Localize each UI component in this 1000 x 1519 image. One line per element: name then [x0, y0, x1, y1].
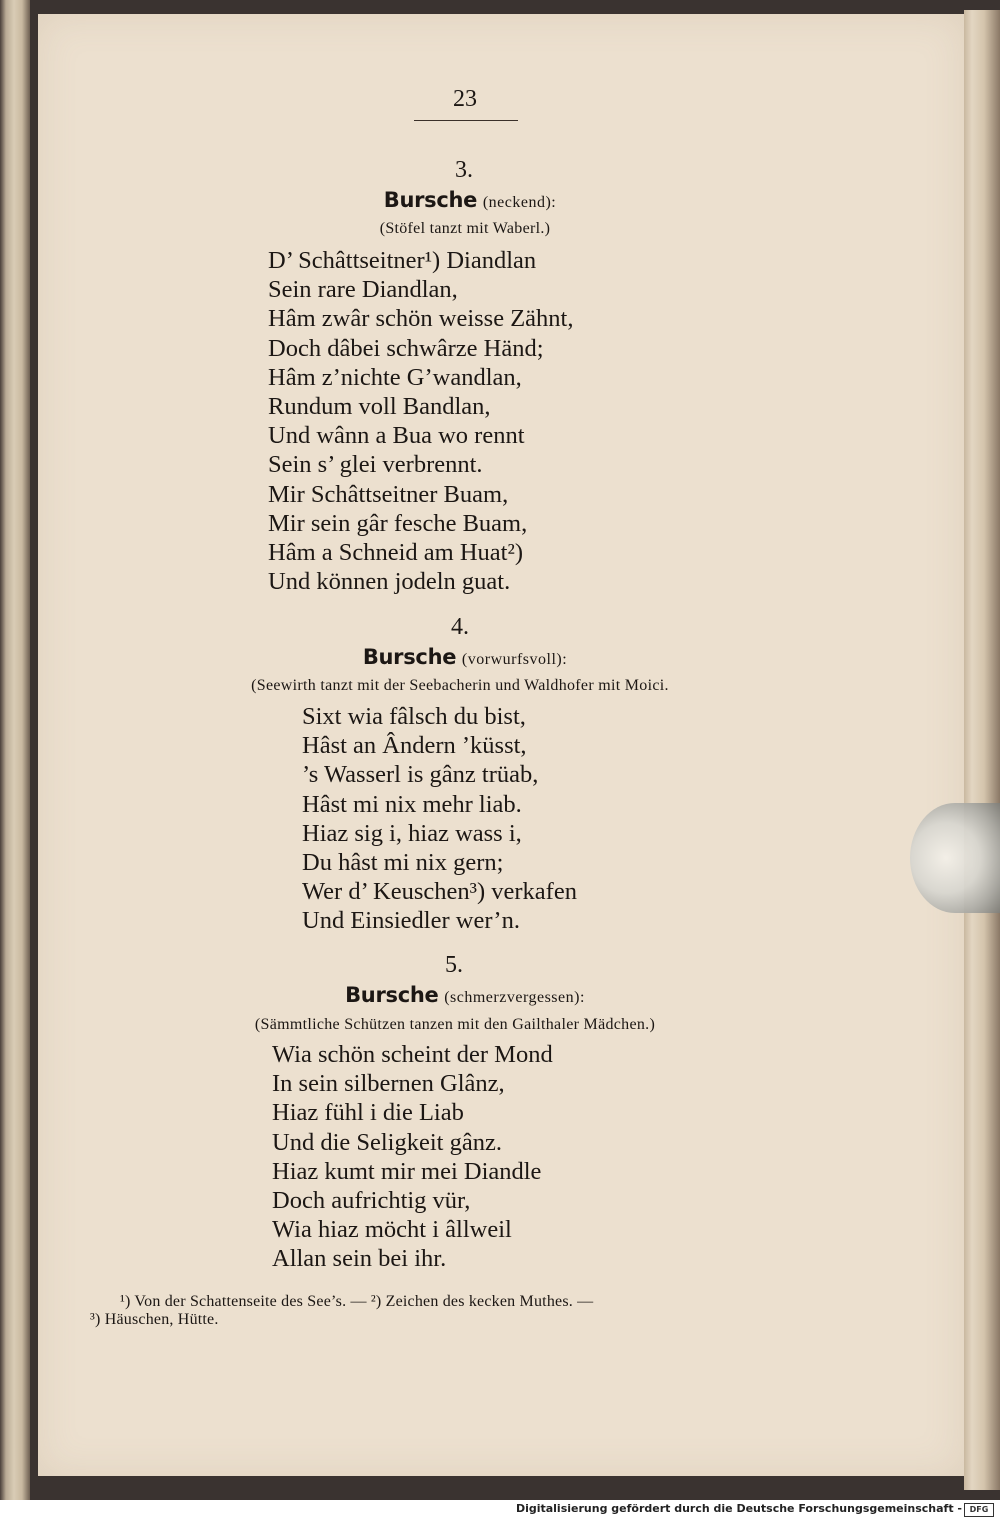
verse-line: Und die Seligkeit gânz.: [272, 1128, 502, 1156]
verse-line: Du hâst mi nix gern;: [302, 848, 504, 876]
dfg-logo: DFG: [964, 1503, 994, 1517]
section-4-heading: [290, 644, 640, 670]
verse-line: Sixt wia fâlsch du bist,: [302, 703, 526, 730]
section-number-3: 3.: [455, 157, 473, 183]
verse-5: [272, 1040, 553, 1274]
speaker-mood: (vorwurfsvoll):: [461, 651, 568, 668]
page-clip: [910, 803, 1000, 913]
verse-line: Wer d’ Keuschen³) verkafen: [302, 878, 577, 906]
section-number-4: 4.: [451, 614, 469, 640]
stage-direction-3: (Stöfel tanzt mit Waberl.): [379, 220, 551, 237]
verse-line: Mir sein gâr fesche Buam,: [268, 509, 528, 537]
verse-line: Hâm a Schneid am Huat²): [268, 538, 523, 566]
verse-line: D’ Schâttseitner¹) Diandlan: [268, 247, 537, 274]
verse-line: Und können jodeln guat.: [268, 568, 511, 596]
verse-line: Wia schön scheint der Mond: [272, 1041, 553, 1068]
page-number: 23: [453, 86, 477, 112]
footnote-line-2: ³) Häuschen, Hütte.: [90, 1311, 219, 1328]
verse-line: Sein s’ glei verbrennt.: [268, 451, 483, 479]
verse-line: Hâst an Ândern ’küsst,: [302, 732, 527, 760]
verse-line: Hâm zwâr schön weisse Zähnt,: [268, 305, 574, 333]
speaker-name: Bursche: [362, 645, 457, 669]
section-5-heading: [270, 982, 660, 1008]
verse-line: Hâst mi nix mehr liab.: [302, 790, 522, 818]
verse-line: ’s Wasserl is gânz trüab,: [302, 761, 539, 789]
speaker-name: Bursche: [345, 983, 439, 1007]
speaker-name: Bursche: [383, 188, 478, 212]
verse-line: Hiaz fühl i die Liab: [272, 1099, 464, 1127]
right-page-edge: [964, 10, 1000, 1490]
stage-direction-4: (Seewirth tanzt mit der Seebacherin und Waldhofer mit Moici.: [251, 677, 669, 694]
verse-line: Allan sein bei ihr.: [272, 1245, 447, 1273]
footnote-line-1: ¹) Von der Schattenseite des See’s. — ²) Zeichen des kecken Muthes. —: [120, 1293, 594, 1310]
verse-line: Und wânn a Bua wo rennt: [268, 422, 525, 450]
section-number-5: 5.: [445, 952, 463, 978]
stage-direction-5: (Sämmtliche Schützen tanzen mit den Gailthaler Mädchen.): [254, 1016, 656, 1033]
verse-line: In sein silbernen Glânz,: [272, 1070, 505, 1098]
speaker-mood: (schmerzvergessen):: [444, 989, 585, 1006]
verse-line: Hiaz kumt mir mei Diandle: [272, 1157, 542, 1185]
verse-line: Wia hiaz möcht i âllweil: [272, 1216, 512, 1244]
left-page-edge: [0, 0, 30, 1500]
verse-3: [268, 246, 573, 596]
verse-4: [302, 702, 577, 936]
section-3-heading: [300, 187, 640, 213]
speaker-mood: (neckend):: [482, 194, 557, 211]
verse-line: Mir Schâttseitner Buam,: [268, 480, 509, 508]
header-rule: [414, 120, 518, 121]
verse-line: Hiaz sig i, hiaz wass i,: [302, 819, 522, 847]
verse-line: Hâm z’nichte G’wandlan,: [268, 363, 522, 391]
digitization-credit: Digitalisierung gefördert durch die Deutsche Forschungsgemeinschaft -: [515, 1502, 962, 1515]
verse-line: Rundum voll Bandlan,: [268, 392, 491, 420]
verse-line: Doch aufrichtig vür,: [272, 1186, 471, 1214]
verse-line: Doch dâbei schwârze Händ;: [268, 334, 544, 362]
verse-line: Und Einsiedler wer’n.: [302, 907, 520, 935]
verse-line: Sein rare Diandlan,: [268, 276, 458, 304]
